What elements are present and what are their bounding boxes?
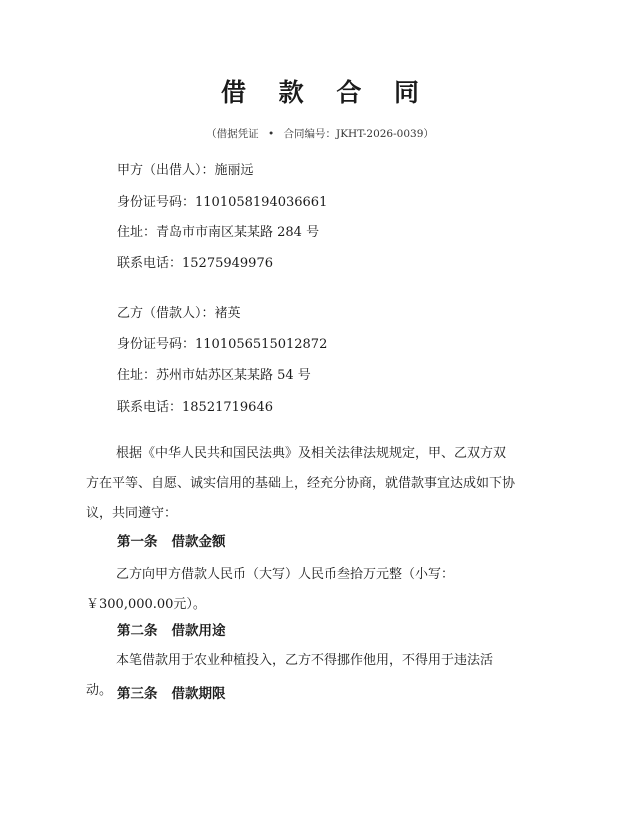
party-b-name: 乙方（借款人）：褚英	[117, 306, 241, 321]
article-2-heading	[117, 619, 226, 639]
document-type: （借据凭证	[206, 128, 259, 140]
article-3-number: 第三条	[117, 686, 158, 702]
party-b-address: 住址：苏州市姑苏区某某路 54 号	[117, 368, 311, 383]
contract-number: 合同编号：JKHT-2026-0039）	[283, 128, 434, 140]
party-b-id: 身份证号码：1101056515012872	[117, 337, 328, 352]
article-1-body: 乙方向甲方借款人民币（大写）人民币叁拾万元整（小写：￥300,000.00元）。	[86, 567, 455, 612]
article-2-title: 借款用途	[171, 623, 226, 639]
article-2-body: 本笔借款用于农业种植投入，乙方不得挪作他用，不得用于违法活动。	[86, 653, 494, 698]
party-a-phone: 联系电话：15275949976	[117, 256, 273, 271]
party-a-address: 住址：青岛市市南区某某路 284 号	[117, 225, 320, 240]
document-subtitle	[0, 126, 640, 141]
document-title: 借 款 合 同	[220, 78, 432, 107]
article-3-heading	[117, 682, 226, 702]
article-2-number: 第二条	[117, 623, 158, 639]
party-b-phone: 联系电话：18521719646	[117, 400, 273, 415]
article-1-heading	[117, 530, 226, 550]
article-1-number: 第一条	[117, 534, 158, 550]
article-1-title: 借款金额	[171, 534, 226, 550]
party-a-name: 甲方（出借人）：施丽远	[117, 163, 254, 178]
article-3-title: 借款期限	[171, 686, 226, 702]
party-a-id: 身份证号码：1101058194036661	[117, 195, 328, 210]
separator-dot: •	[267, 128, 275, 140]
preamble-paragraph: 根据《中华人民共和国民法典》及相关法律法规规定，甲、乙双方双方在平等、自愿、诚实信用的基础上，经充分协商，就借款事宜达成如下协议，共同遵守：	[86, 446, 516, 521]
